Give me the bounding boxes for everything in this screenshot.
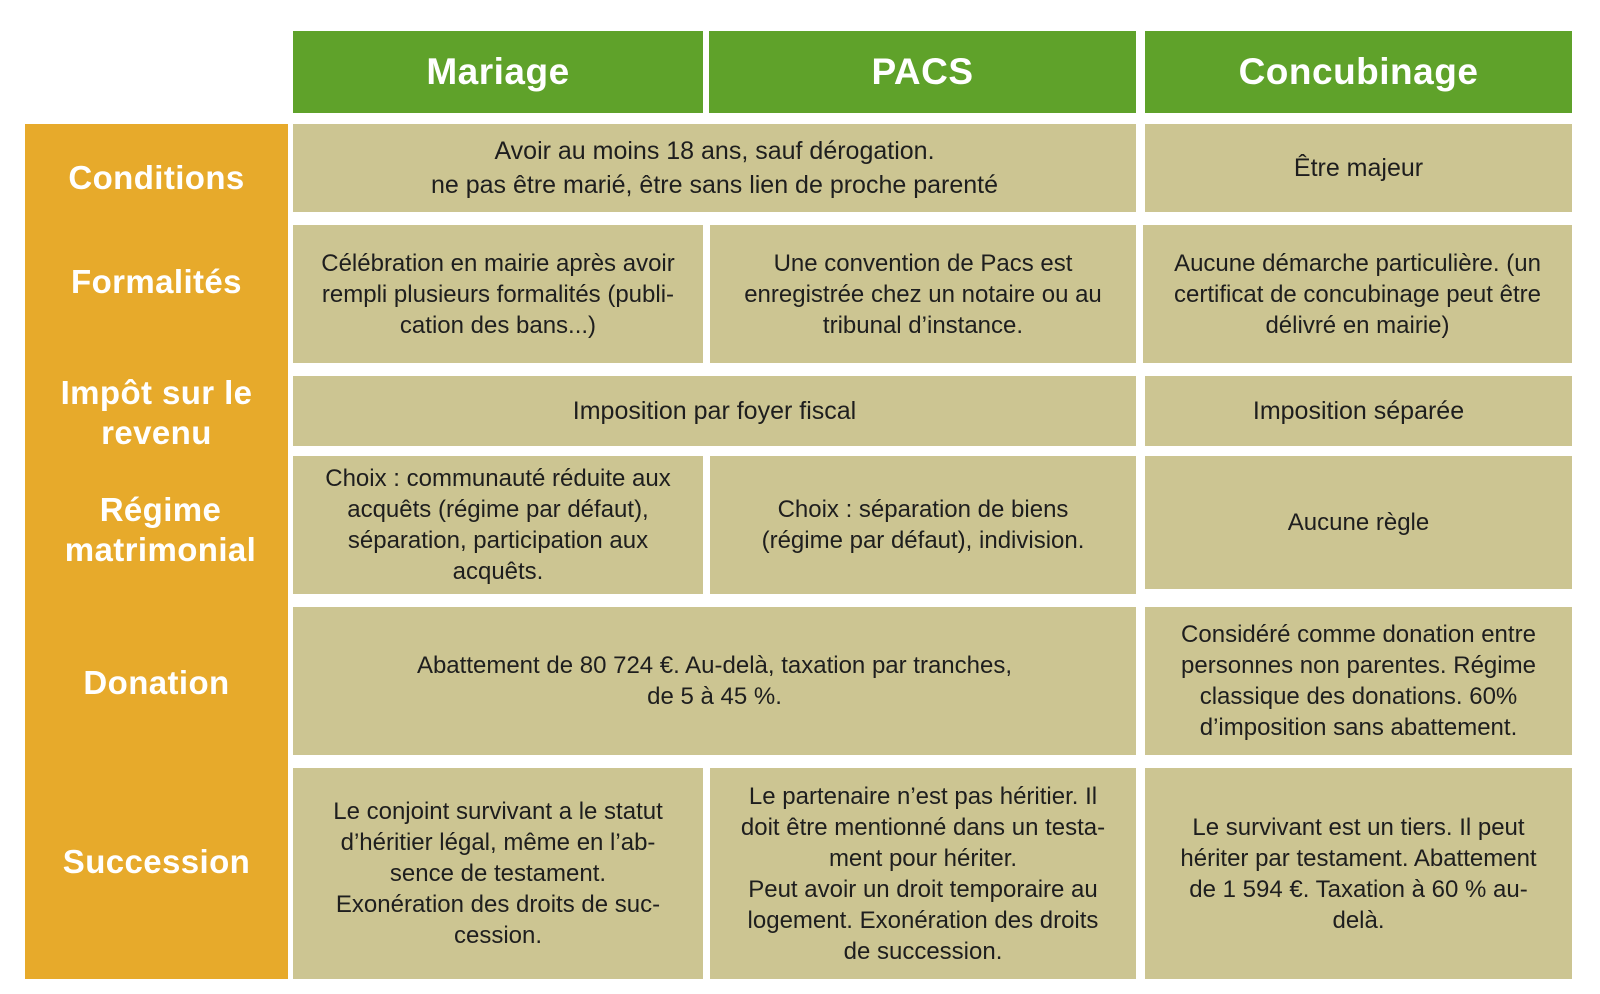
row-label-regime: Régime matrimonial <box>64 491 257 568</box>
cell-formalites-mariage: Célébration en mairie après avoir rempli plusieurs formalités (publi- cation des bans...) <box>293 225 703 363</box>
row-label-succession: Succession <box>62 843 251 880</box>
column-header-pacs: PACS <box>709 31 1136 113</box>
cell-impot-mariage-pacs: Imposition par foyer fiscal <box>293 376 1136 446</box>
cell-donation-concubinage: Considéré comme donation entre personnes non parentes. Régime classique des donations. 60% d’imposition sans abattement. <box>1145 607 1572 755</box>
cell-impot-concubinage: Imposition séparée <box>1145 376 1572 446</box>
column-header-mariage: Mariage <box>293 31 703 113</box>
cell-succession-pacs: Le partenaire n’est pas héritier. Il doit être mentionné dans un testa- ment pour hériter. Peut avoir un droit temporaire au logement. Exonération des droits de succession. <box>710 768 1136 979</box>
cell-conditions-mariage-pacs: Avoir au moins 18 ans, sauf dérogation. ne pas être marié, être sans lien de proche parenté <box>293 124 1136 212</box>
row-label-conditions: Conditions <box>68 159 245 196</box>
cell-regime-concubinage: Aucune règle <box>1145 456 1572 589</box>
row-label-formalites: Formalités <box>71 263 242 300</box>
row-label-donation: Donation <box>83 664 230 701</box>
cell-succession-mariage: Le conjoint survivant a le statut d’héritier légal, même en l’ab- sence de testament. Exonération des droits de suc- cession. <box>293 768 703 979</box>
cell-formalites-pacs: Une convention de Pacs est enregistrée chez un notaire ou au tribunal d’instance. <box>710 225 1136 363</box>
row-label-impot: Impôt sur le revenu <box>60 374 253 451</box>
cell-succession-concubinage: Le survivant est un tiers. Il peut hériter par testament. Abattement de 1 594 €. Taxation à 60 % au- delà. <box>1145 768 1572 979</box>
cell-donation-mariage-pacs: Abattement de 80 724 €. Au-delà, taxation par tranches, de 5 à 45 %. <box>293 607 1136 755</box>
cell-regime-pacs: Choix : séparation de biens (régime par défaut), indivision. <box>710 456 1136 594</box>
cell-conditions-concubinage: Être majeur <box>1145 124 1572 212</box>
cell-formalites-concubinage: Aucune démarche particulière. (un certificat de concubinage peut être délivré en mairie) <box>1143 225 1572 363</box>
column-header-concubinage: Concubinage <box>1145 31 1572 113</box>
cell-regime-mariage: Choix : communauté réduite aux acquêts (régime par défaut), séparation, participation aux acquêts. <box>293 456 703 594</box>
